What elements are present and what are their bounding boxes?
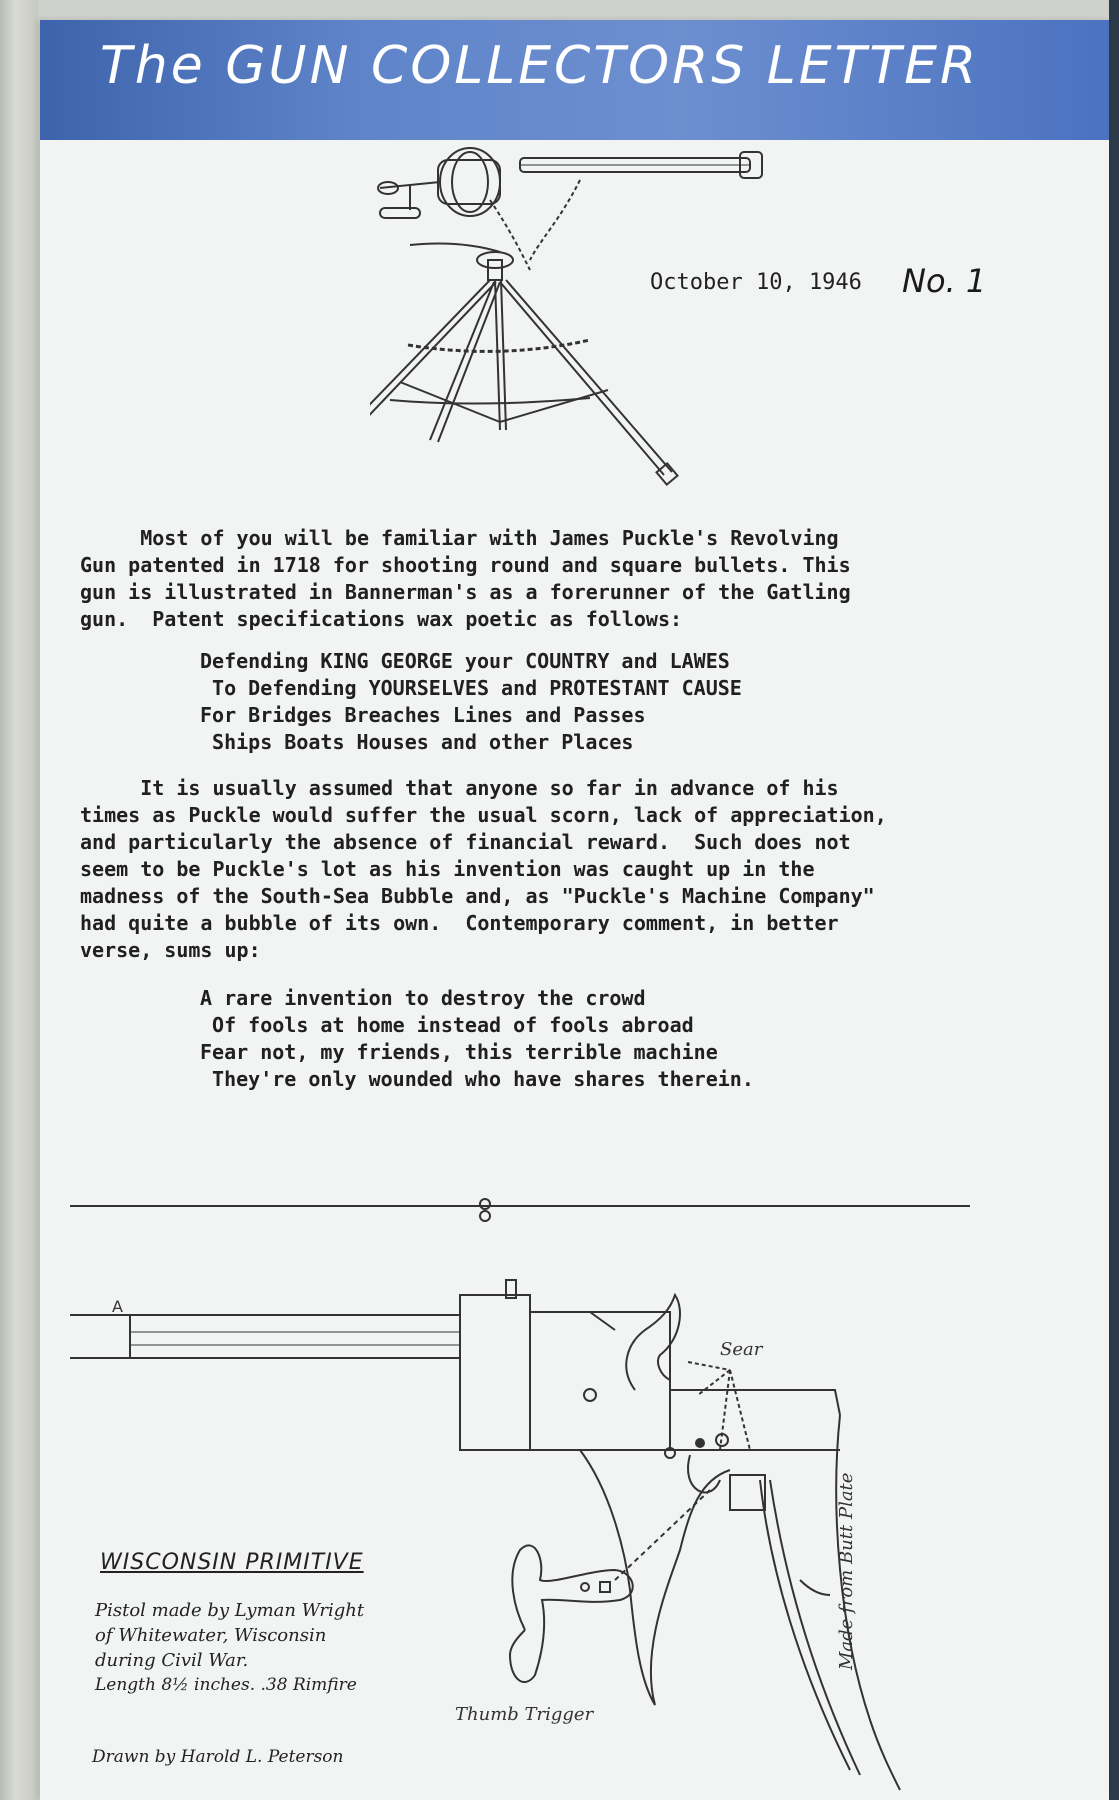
section-divider <box>70 1190 970 1230</box>
paragraph-line: It is usually assumed that anyone so far in advance of his <box>80 776 839 800</box>
verse-line: They're only wounded who have shares therein. <box>200 1067 754 1091</box>
drawing-credit: Drawn by Harold L. Peterson <box>92 1747 344 1767</box>
paragraph-line: verse, sums up: <box>80 938 261 962</box>
verse-line: For Bridges Breaches Lines and Passes <box>200 703 646 727</box>
verse-line: Of fools at home instead of fools abroad <box>200 1013 694 1037</box>
paragraph-line: madness of the South-Sea Bubble and, as "Puckle's Machine Company" <box>80 884 875 908</box>
book-binding <box>0 0 38 1800</box>
masthead-banner <box>40 20 1109 140</box>
paragraph-line: seem to be Puckle's lot as his invention was caught up in the <box>80 857 815 881</box>
verse-line: Defending KING GEORGE your COUNTRY and LAWES <box>200 649 730 673</box>
book-back-edge <box>1109 0 1119 1800</box>
verse-line: Ships Boats Houses and other Places <box>200 730 634 754</box>
paragraph-line: gun. Patent specifications wax poetic as follows: <box>80 607 683 631</box>
verse-line: To Defending YOURSELVES and PROTESTANT CAUSE <box>200 676 742 700</box>
issue-date: October 10, 1946 <box>650 270 862 295</box>
thumb-trigger-label: Thumb Trigger <box>455 1704 594 1725</box>
verse-line: Fear not, my friends, this terrible machine <box>200 1040 718 1064</box>
puckle-gun-illustration <box>370 140 770 510</box>
caption-line: Length 8½ inches. .38 Rimfire <box>95 1675 357 1695</box>
paragraph-line: Gun patented in 1718 for shooting round and square bullets. This <box>80 553 851 577</box>
paragraph-line: and particularly the absence of financial reward. Such does not <box>80 830 851 854</box>
sear-label: Sear <box>720 1339 763 1360</box>
letter-page <box>40 20 1109 1800</box>
caption-line: of Whitewater, Wisconsin <box>95 1625 327 1646</box>
paragraph-line: gun is illustrated in Bannerman's as a forerunner of the Gatling <box>80 580 851 604</box>
masthead-title: The GUN COLLECTORS LETTER <box>100 36 980 96</box>
verse-line: A rare invention to destroy the crowd <box>200 986 646 1010</box>
pistol-label-a: A <box>112 1297 123 1316</box>
butt-plate-label: Made from Butt Plate <box>836 1472 857 1670</box>
paragraph-line: Most of you will be familiar with James Puckle's Revolving <box>80 526 839 550</box>
caption-line: during Civil War. <box>95 1650 249 1671</box>
pistol-illustration <box>70 1250 1030 1800</box>
caption-line: Pistol made by Lyman Wright <box>95 1600 365 1621</box>
paragraph-line: times as Puckle would suffer the usual scorn, lack of appreciation, <box>80 803 887 827</box>
paragraph-line: had quite a bubble of its own. Contemporary comment, in better <box>80 911 839 935</box>
issue-number: No. 1 <box>902 262 987 300</box>
caption-title: WISCONSIN PRIMITIVE <box>100 1550 364 1575</box>
